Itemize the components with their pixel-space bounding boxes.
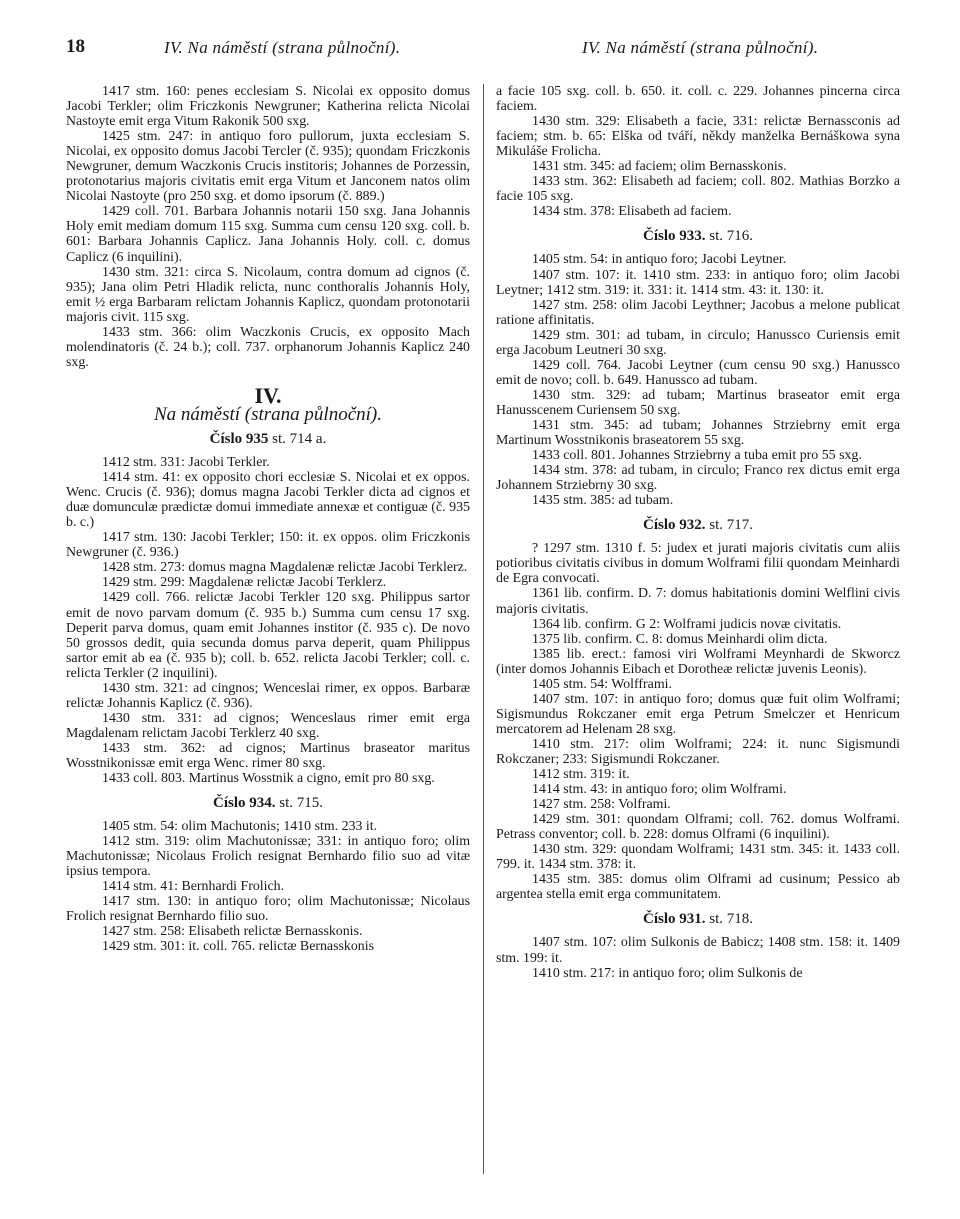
house-reference: st. 714 a.	[272, 430, 327, 447]
house-heading-935	[66, 432, 470, 447]
entry: 1407 stm. 107: it. 1410 stm. 233: in antiquo foro; olim Jacobi Leytner; 1412 stm. 319: it. 331: it. 1414 stm. 43: it. 130: it.	[496, 267, 900, 298]
entry: 1427 stm. 258: Volframi.	[532, 797, 671, 813]
section-number: IV.	[254, 382, 282, 408]
entries-934	[66, 819, 470, 954]
entry: 1375 lib. confirm. C. 8: domus Meinhardi olim dicta.	[532, 631, 828, 647]
entry: 1433 coll. 801. Johannes Strziebrny a tuba emit pro 55 sxg.	[532, 448, 862, 464]
entry: 1410 stm. 217: olim Wolframi; 224: it. nunc Sigismundi Rokczaner; 233: Sigismundi Rokczaner.	[496, 736, 900, 767]
entry: 1417 stm. 160: penes ecclesiam S. Nicolai ex opposito domus Jacobi Terkler; olim Friczkonis Newgruner; Katherina relicta Nicolai Nastoyte emit erga Vitum Rakonik 500 sxg.	[66, 84, 470, 130]
section-title: Na náměstí (strana půlnoční).	[154, 403, 382, 425]
house-number: Číslo 933.	[642, 228, 706, 245]
house-heading-932	[496, 518, 900, 533]
entry: 1427 stm. 258: olim Jacobi Leythner; Jacobus a melone publicat ratione affinitatis.	[496, 297, 900, 328]
entry: 1412 stm. 319: olim Machutonissæ; 331: in antiquo foro; olim Machutonissæ; Nicolaus Frolich resignat Bernhardo filio suo ad vitæ ipsius tempora.	[66, 834, 470, 880]
entry: 1434 stm. 378: Elisabeth ad faciem.	[532, 204, 732, 220]
entry: 1429 stm. 301: it. coll. 765. relictæ Bernasskonis	[102, 939, 375, 955]
entry: a facie 105 sxg. coll. b. 650. it. coll. c. 229. Johannes pincerna circa faciem.	[496, 84, 900, 115]
entries-932	[496, 541, 900, 902]
entry: 1429 stm. 301: quondam Olframi; coll. 762. domus Wolframi. Petrass conventor; coll. b. 228: domus Olframi (6 inquilini).	[496, 812, 900, 843]
entry: 1417 stm. 130: in antiquo foro; olim Machutonissæ; Nicolaus Frolich resignat Bernhardo filio suo.	[66, 894, 470, 925]
house-reference: st. 718.	[709, 911, 754, 928]
entry: 1412 stm. 331: Jacobi Terkler.	[102, 455, 270, 471]
entry: ? 1297 stm. 1310 f. 5: judex et jurati majoris civitatis cum aliis potioribus civitatis civibus in domum Wolframi filii quondam Meinhardi de Egra convocati.	[496, 541, 900, 587]
entry: 1405 stm. 54: Wolfframi.	[532, 676, 672, 692]
entries-931	[496, 935, 900, 980]
entry: 1429 stm. 301: ad tubam, in circulo; Hanussco Curiensis emit erga Jacobum Leutneri 30 sxg.	[496, 327, 900, 358]
left-column	[66, 84, 470, 955]
entry: 1405 stm. 54: in antiquo foro; Jacobi Leytner.	[532, 252, 787, 268]
right-column	[496, 84, 900, 981]
house-number: Číslo 934.	[212, 795, 276, 812]
entry: 1430 stm. 321: ad cingnos; Wenceslai rimer, ex oppos. Barbaræ relictæ Johannis Kaplicz (č. 936).	[66, 680, 470, 711]
right-top-entries	[496, 84, 900, 219]
entry: 1431 stm. 345: ad tubam; Johannes Strziebrny emit erga Martinum Wosstnikonis braseatorem 55 sxg.	[496, 417, 900, 449]
entry: 1433 coll. 803. Martinus Wosstnik a cigno, emit pro 80 sxg.	[102, 771, 435, 787]
entry: 1430 stm. 331: ad cignos; Wenceslaus rimer emit erga Magdalenam relictam Jacobi Terklerz 40 sxg.	[66, 710, 470, 741]
house-reference: st. 716.	[709, 228, 754, 245]
page-header	[66, 36, 894, 66]
column-divider	[483, 84, 484, 1174]
entry: 1429 coll. 701. Barbara Johannis notarii 150 sxg. Jana Johannis Holy emit mediam domum 115 sxg. Summa cum censu 120 sxg. coll. b. 601: Barbara Johannis Caplicz. Jana Johannis Holy. coll. c. domus Caplicz (6 inquilini).	[66, 204, 470, 265]
entry: 1428 stm. 273: domus magna Magdalenæ relictæ Jacobi Terklerz.	[102, 560, 468, 576]
house-heading-934	[66, 796, 470, 811]
entry: 1435 stm. 385: ad tubam.	[532, 493, 674, 509]
entry: 1429 stm. 299: Magdalenæ relictæ Jacobi Terklerz.	[102, 575, 387, 591]
entry: 1433 stm. 366: olim Waczkonis Crucis, ex opposito Mach molendinatoris (č. 24 b.); coll. 737. orphanorum Johannis Kaplicz 240 sxg.	[66, 324, 470, 370]
house-number: Číslo 932.	[642, 517, 706, 534]
entry: 1430 stm. 321: circa S. Nicolaum, contra domum ad cignos (č. 935); Jana olim Petri Hladik relicta, nunc conthoralis Johannis Holy, emit ½ erga Barbaram relictam Johannis Kaplicz, quondam protonotarii majoris civit. 115 sxg.	[66, 264, 470, 325]
entry: 1407 stm. 107: in antiquo foro; domus quæ fuit olim Wolframi; Sigismundus Rokczaner emit erga Petrum Smelczer et Henricum mercatorem ad Helenam 28 sxg.	[496, 691, 900, 737]
house-reference: st. 717.	[709, 517, 754, 534]
entry: 1410 stm. 217: in antiquo foro; olim Sulkonis de	[532, 965, 803, 981]
entries-933	[496, 252, 900, 508]
entry: 1414 stm. 41: Bernhardi Frolich.	[102, 879, 285, 895]
house-number: Číslo 931.	[642, 911, 706, 928]
entry: 1433 stm. 362: Elisabeth ad faciem; coll. 802. Mathias Borzko a facie 105 sxg.	[496, 174, 900, 205]
entry: 1414 stm. 41: ex opposito chori ecclesiæ S. Nicolai et ex oppos. Wenc. Crucis (č. 936); domus magna Jacobi Terkler dicta ad cignos et duæ domunculæ prædictæ domui immediate annexæ et contiguæ (č. 935 b. c.)	[66, 470, 470, 531]
left-top-entries	[66, 84, 470, 370]
running-head-left: IV. Na náměstí (strana půlnoční).	[164, 38, 401, 57]
house-reference: st. 715.	[279, 795, 324, 812]
house-heading-931	[496, 912, 900, 927]
page-number: 18	[66, 36, 85, 57]
entry: 1431 stm. 345: ad faciem; olim Bernasskonis.	[532, 159, 787, 175]
house-heading-933	[496, 229, 900, 244]
entry: 1385 lib. erect.: famosi viri Wolframi Meynhardi de Skworcz (inter domos Johannis Eibach et Dorotheæ relictæ juvenis Leonis).	[496, 646, 900, 677]
entry: 1361 lib. confirm. D. 7: domus habitationis domini Welflini civis majoris civitatis.	[496, 586, 900, 617]
entry: 1429 coll. 764. Jacobi Leytner (cum censu 90 sxg.) Hanussco emit de novo; coll. b. 649. Hanussco ad tubam.	[496, 357, 900, 388]
entry: 1435 stm. 385: domus olim Olframi ad cusinum; Pessico ab argentea stella emit erga communitatem.	[496, 872, 900, 903]
entries-935	[66, 455, 470, 786]
entry: 1405 stm. 54: olim Machutonis; 1410 stm. 233 it.	[102, 819, 378, 835]
entry: 1414 stm. 43: in antiquo foro; olim Wolframi.	[532, 782, 787, 798]
entry: 1433 stm. 362: ad cignos; Martinus braseator maritus Wosstnikonissæ emit erga Wenc. rimer 80 sxg.	[66, 740, 470, 771]
entry: 1434 stm. 378: ad tubam, in circulo; Franco rex dictus emit erga Johannem Strziebrny 30 sxg.	[496, 463, 900, 494]
entry: 1427 stm. 258: Elisabeth relictæ Bernasskonis.	[102, 924, 363, 940]
entry: 1425 stm. 247: in antiquo foro pullorum, juxta ecclesiam S. Nicolai, ex opposito domus Jacobi Tercler (č. 935); quondam Friczkonis Newgruner, demum Waczkonis Crucis institoris; Johannes de Porzessin, protonotarius majoris civitatis emit erga Vitum et Janconem natos olim Nicolai Nastoyte (pro 250 sxg. et domo ipsorum (č. 889.)	[66, 129, 470, 205]
entry: 1430 stm. 329: quondam Wolframi; 1431 stm. 345: it. 1433 coll. 799. it. 1434 stm. 378: it.	[496, 842, 900, 873]
entry: 1364 lib. confirm. G 2: Wolframi judicis novæ civitatis.	[532, 616, 842, 632]
entry: 1407 stm. 107: olim Sulkonis de Babicz; 1408 stm. 158: it. 1409 stm. 199: it.	[496, 935, 900, 966]
entry: 1417 stm. 130: Jacobi Terkler; 150: it. ex oppos. olim Friczkonis Newgruner (č. 936.)	[66, 530, 470, 561]
entry: 1430 stm. 329: Elisabeth a facie, 331: relictæ Bernassconis ad faciem; stm. b. 65: Elška od tváří, někdy manželka Bernáškowa syna Mikuláše Frolicha.	[496, 114, 900, 160]
entry: 1430 stm. 329: ad tubam; Martinus braseator emit erga Hanusscenem Curiensem 50 sxg.	[496, 387, 900, 418]
entry: 1412 stm. 319: it.	[532, 767, 630, 783]
running-head-right: IV. Na náměstí (strana půlnoční).	[582, 38, 819, 57]
house-number: Číslo 935	[209, 430, 269, 447]
entry: 1429 coll. 766. relictæ Jacobi Terkler 120 sxg. Philippus sartor emit de novo parvam domum (č. 935 b.) Summa cum censu 17 sxg. Deperit parva domus, quam emit Johannes institor (č. 935 c). De novo 50 grossos dedit, quia secunda domus parva deperit, quam Philippus sartor emit ab ea (č. 935 b); coll. b. 652. relicta Jacobi Terkler; coll. c. relicta Terkler (2 inquilini).	[66, 590, 470, 681]
